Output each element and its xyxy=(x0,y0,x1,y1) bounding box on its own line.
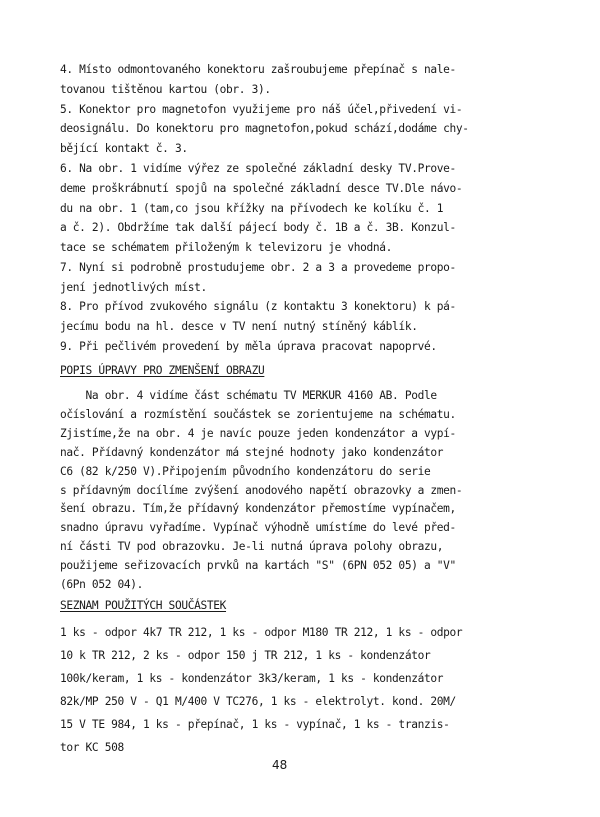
parts-list-line: 15 V TE 984, 1 ks - přepínač, 1 ks - vypínač, 1 ks - tranzis- xyxy=(60,718,450,731)
paragraph-8-line: jecímu bodu na hl. desce v TV není nutný stíněný káblík. xyxy=(60,320,418,333)
section1-line: šení obrazu. Tím,že přídavný kondenzátor přemostíme vypínačem, xyxy=(60,502,456,515)
paragraph-7-line: 7. Nyní si podrobně prostudujeme obr. 2 a 3 a provedeme propo- xyxy=(60,261,456,274)
paragraph-6-line: tace se schématem přiloženým k televizoru je vhodná. xyxy=(60,241,393,254)
paragraph-8-line: 8. Pro přívod zvukového signálu (z kontaktu 3 konektoru) k pá- xyxy=(60,300,456,313)
section1-line: použijeme seřizovacích prvků na kartách "S" (6PN 052 05) a "V" xyxy=(60,559,456,572)
paragraph-9-line: 9. Při pečlivém provedení by měla úprava pracovat napoprvé. xyxy=(60,340,437,353)
section1-line: snadno úpravu vyřadíme. Vypínač výhodně umístíme do levé před- xyxy=(60,521,456,534)
paragraph-6-line: 6. Na obr. 1 vidíme výřez ze společné základní desky TV.Prove- xyxy=(60,162,456,175)
paragraph-4-line: 4. Místo odmontovaného konektoru zašroubujeme přepínač s nale- xyxy=(60,63,456,76)
paragraph-6-line: du na obr. 1 (tam,co jsou křížky na přívodech ke kolíku č. 1 xyxy=(60,202,444,215)
paragraph-5-line: deosignálu. Do konektoru pro magnetofon,pokud schází,dodáme chy- xyxy=(60,122,469,135)
parts-list-line: 10 k TR 212, 2 ks - odpor 150 j TR 212, 1 ks - kondenzátor xyxy=(60,649,431,662)
section1-line: C6 (82 k/250 V).Připojením původního kondenzátoru do serie xyxy=(60,465,431,478)
section1-line: ní části TV pod obrazovku. Je-li nutná úprava polohy obrazu, xyxy=(60,540,444,553)
section1-line: s přídavným docílíme zvýšení anodového napětí obrazovky a zmen- xyxy=(60,484,463,497)
parts-list-line: tor KC 508 xyxy=(60,741,124,754)
section1-line: očíslování a rozmístění součástek se zorientujeme na schématu. xyxy=(60,408,456,421)
paragraph-5-line: bějící kontakt č. 3. xyxy=(60,142,188,155)
paragraph-7-line: jení jednotlivých míst. xyxy=(60,281,207,294)
parts-list-line: 1 ks - odpor 4k7 TR 212, 1 ks - odpor M180 TR 212, 1 ks - odpor xyxy=(60,626,463,639)
section1-line: Zjistíme,že na obr. 4 je navíc pouze jeden kondenzátor a vypí- xyxy=(60,427,456,440)
section1-line: Na obr. 4 vidíme část schématu TV MERKUR 4160 AB. Podle xyxy=(60,389,437,402)
parts-list-line: 100k/keram, 1 ks - kondenzátor 3k3/keram, 1 ks - kondenzátor xyxy=(60,672,444,685)
section1-line: (6Pn 052 04). xyxy=(60,578,144,591)
page-number: 48 xyxy=(272,758,288,772)
paragraph-4-line: tovanou tištěnou kartou (obr. 3). xyxy=(60,83,271,96)
paragraph-5-line: 5. Konektor pro magnetofon využijeme pro náš účel,přivedení vi- xyxy=(60,103,463,116)
paragraph-6-line: deme proškrábnutí spojů na společné základní desce TV.Dle návo- xyxy=(60,182,463,195)
parts-list-line: 82k/MP 250 V - Q1 M/400 V TC276, 1 ks - elektrolyt. kond. 20M/ xyxy=(60,695,456,708)
section1-line: nač. Přídavný kondenzátor má stejné hodnoty jako kondenzátor xyxy=(60,446,444,459)
section-heading-image-reduction: POPIS ÚPRAVY PRO ZMENŠENÍ OBRAZU xyxy=(60,364,265,377)
section-heading-parts-list: SEZNAM POUŽITÝCH SOUČÁSTEK xyxy=(60,599,227,612)
paragraph-6-line: a č. 2). Obdržíme tak další pájecí body č. 1B a č. 3B. Konzul- xyxy=(60,221,456,234)
